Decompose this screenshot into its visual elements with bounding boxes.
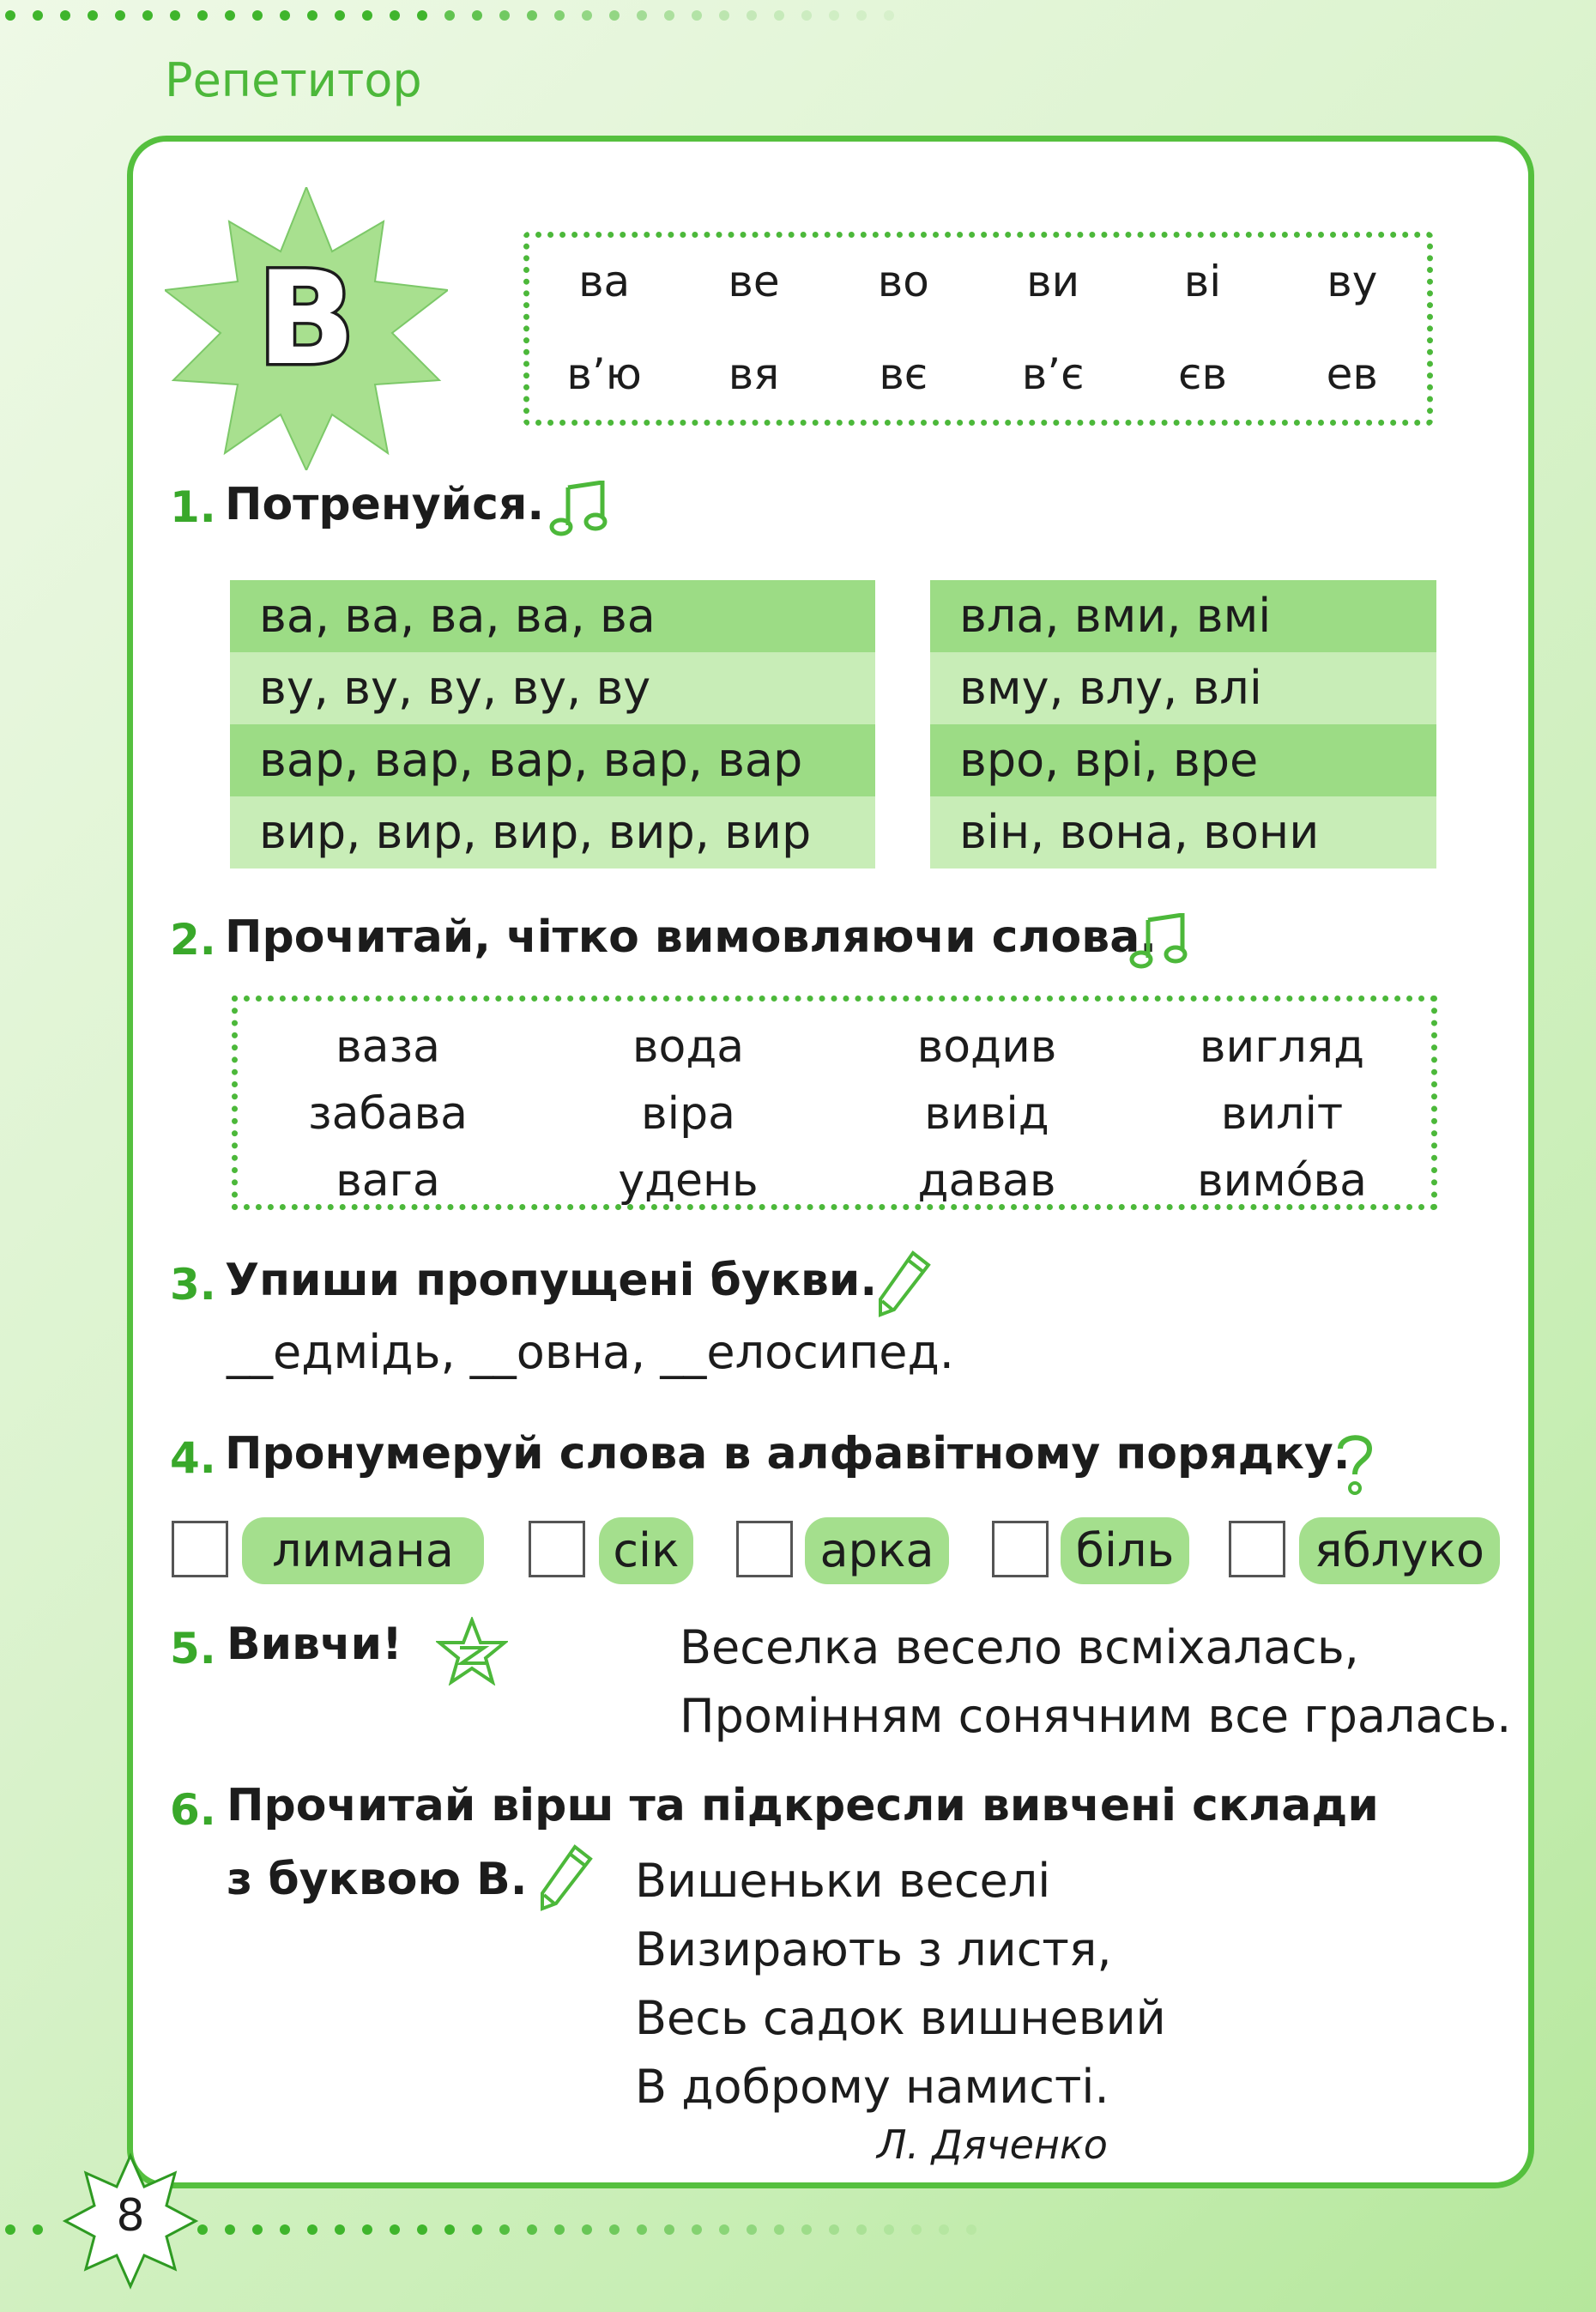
letter-star-badge <box>165 187 448 470</box>
task3-title: Упиши пропущені букви. <box>225 1255 878 1306</box>
syllable: ви <box>1026 257 1080 306</box>
syllable: в’ю <box>566 349 642 399</box>
syllable: єв <box>1178 349 1227 399</box>
syllable: ві <box>1183 257 1222 306</box>
word: виліт <box>1220 1088 1344 1140</box>
word-column <box>246 1014 529 1214</box>
task6-number: 6. <box>170 1785 216 1835</box>
syllable: ва <box>578 257 631 306</box>
learn-line: Промінням сонячним все гралась. <box>680 1689 1512 1743</box>
big-letter: В <box>257 245 356 394</box>
task4-title: Пронумеруй слова в алфавітному порядку. <box>225 1428 1351 1480</box>
poem-line: Весь садок вишневий <box>635 1991 1166 2045</box>
drill-row: вла, вми, вмі <box>930 580 1436 652</box>
syllable: ву <box>1327 257 1378 306</box>
task6-title-line1: Прочитай вірш та підкресли вивчені склади <box>227 1780 1379 1831</box>
drill-row: ва, ва, ва, ва, ва <box>230 580 875 652</box>
bottom-dotted-border <box>0 2221 1596 2238</box>
task1-number: 1. <box>170 482 216 532</box>
order-checkbox[interactable] <box>529 1521 585 1577</box>
missing-letters-line: __едмідь, __овна, __елосипед. <box>227 1325 954 1379</box>
music-note-icon <box>549 481 618 537</box>
music-note-icon <box>1129 913 1198 970</box>
drill-row: вар, вар, вар, вар, вар <box>230 724 875 796</box>
word: віра <box>641 1088 735 1140</box>
word: удень <box>618 1155 759 1207</box>
word: давав <box>917 1155 1056 1207</box>
word: водив <box>916 1021 1057 1073</box>
syllable: вя <box>728 349 780 399</box>
syllable: вє <box>879 349 928 399</box>
word: вага <box>336 1155 440 1207</box>
drill-row: вро, врі, вре <box>930 724 1436 796</box>
words-box <box>232 996 1437 1210</box>
word-pill: сік <box>599 1517 693 1584</box>
word: вигляд <box>1199 1021 1365 1073</box>
pencil-icon <box>875 1248 935 1318</box>
word-column <box>547 1014 830 1214</box>
task6-title-line2: з буквою В. <box>227 1854 528 1905</box>
drill-row: вир, вир, вир, вир, вир <box>230 796 875 869</box>
task2-title: Прочитай, чітко вимовляючи слова. <box>225 911 1158 963</box>
page-number: 8 <box>116 2190 145 2242</box>
task2-number: 2. <box>170 915 216 965</box>
word: вивід <box>924 1088 1049 1140</box>
syllable: во <box>877 257 929 306</box>
word-pill: арка <box>805 1517 949 1584</box>
word-column <box>1140 1014 1424 1214</box>
syllable: ве <box>728 257 780 306</box>
task5-number: 5. <box>170 1624 216 1673</box>
poem-author: Л. Дяченко <box>877 2121 1108 2168</box>
word-pill: біль <box>1061 1517 1189 1584</box>
order-checkbox[interactable] <box>172 1521 228 1577</box>
word: забава <box>308 1088 468 1140</box>
word: вода <box>632 1021 745 1073</box>
pencil-icon <box>537 1842 597 1912</box>
syllable-drill-right <box>930 580 1436 869</box>
question-mark-icon <box>1332 1430 1378 1497</box>
word: вимо́ва <box>1197 1155 1367 1207</box>
top-dotted-border <box>0 7 1115 24</box>
word-pill: лимана <box>242 1517 484 1584</box>
drill-row: ву, ву, ву, ву, ву <box>230 652 875 724</box>
syllable-drill-left <box>230 580 875 869</box>
learn-line: Веселка весело всміхалась, <box>680 1620 1359 1674</box>
drill-row: вму, влу, влі <box>930 652 1436 724</box>
word-column <box>845 1014 1128 1214</box>
word: ваза <box>335 1021 441 1073</box>
order-checkbox[interactable] <box>992 1521 1049 1577</box>
syllable-box <box>523 232 1433 426</box>
syllable-row-1 <box>529 257 1427 306</box>
star-icon <box>436 1617 508 1686</box>
task1-title: Потренуйся. <box>225 479 545 530</box>
syllable: ев <box>1326 349 1378 399</box>
task3-number: 3. <box>170 1260 216 1310</box>
poem-line: Вишеньки веселі <box>635 1854 1051 1908</box>
syllable-row-2 <box>529 349 1427 399</box>
task5-title: Вивчи! <box>227 1619 402 1670</box>
task4-number: 4. <box>170 1433 216 1483</box>
poem-line: В доброму намисті. <box>635 2060 1109 2114</box>
drill-row: він, вона, вони <box>930 796 1436 869</box>
poem-line: Визирають з листя, <box>635 1922 1112 1976</box>
header-title: Репетитор <box>165 53 422 107</box>
word-pill: яблуко <box>1299 1517 1500 1584</box>
order-checkbox[interactable] <box>736 1521 793 1577</box>
order-checkbox[interactable] <box>1229 1521 1285 1577</box>
syllable: в’є <box>1021 349 1085 399</box>
